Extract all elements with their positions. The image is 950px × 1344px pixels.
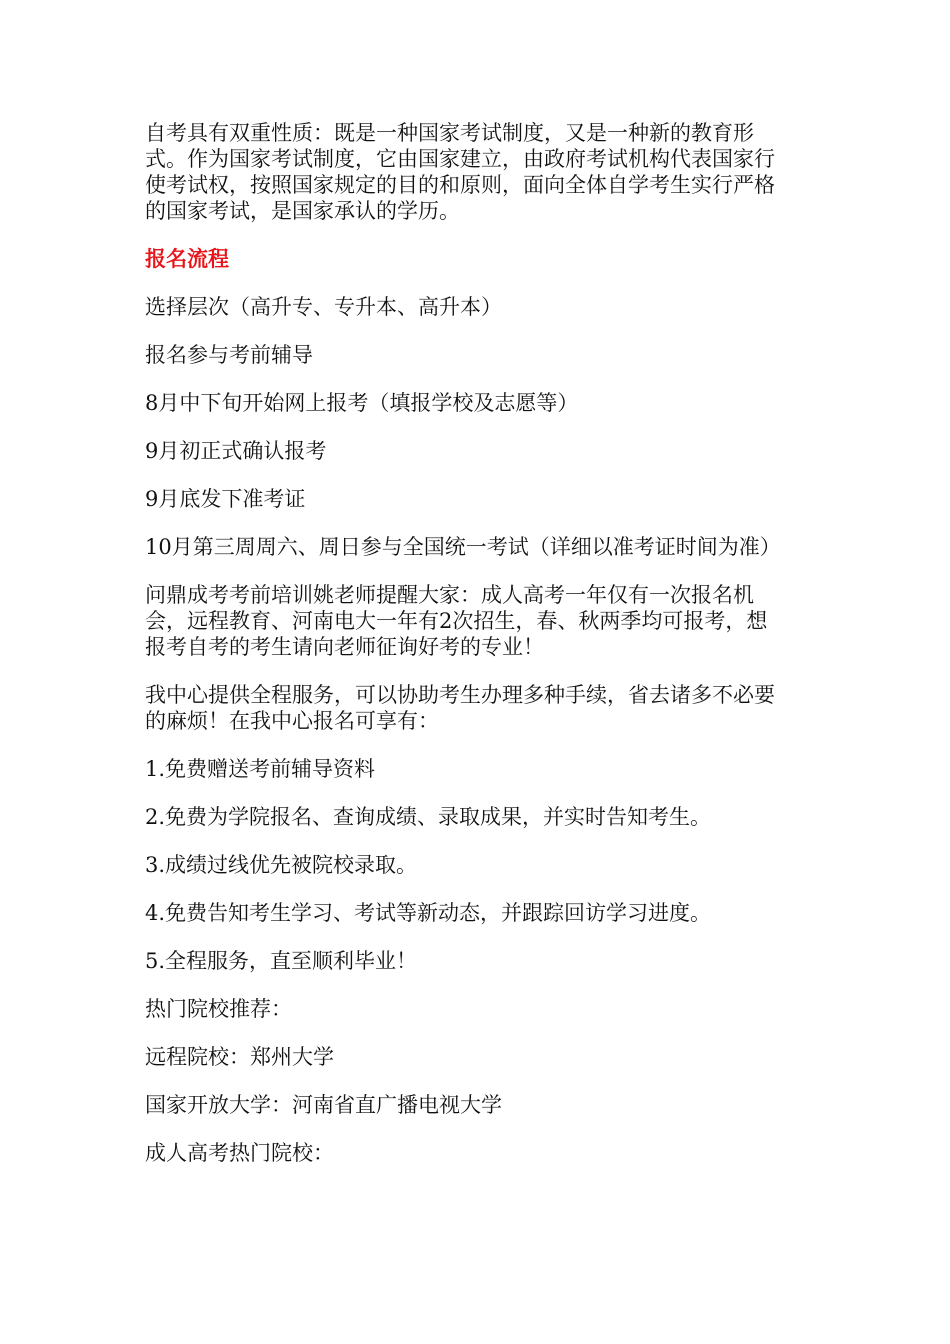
benefit-item: 4.免费告知考生学习、考试等新动态，并跟踪回访学习进度。 [145, 901, 712, 925]
benefit-item: 1.免费赠送考前辅导资料 [145, 757, 376, 781]
intro-paragraph: 自考具有双重性质：既是一种国家考试制度，又是一种新的教育形式。作为国家考试制度，它由国家建立，由政府考试机构代表国家行使考试权，按照国家规定的目的和原则，面向全体自学考生实行严格的国家考试，是国家承认的学历。 [145, 121, 775, 223]
step-item: 8月中下旬开始网上报考（填报学校及志愿等） [145, 391, 579, 415]
schools-heading: 热门院校推荐： [145, 997, 292, 1021]
benefit-item: 3.成绩过线优先被院校录取。 [145, 853, 418, 877]
step-item: 选择层次（高升专、专升本、高升本） [145, 295, 502, 319]
service-intro-paragraph: 我中心提供全程服务，可以协助考生办理多种手续，省去诸多不必要的麻烦！在我中心报名可享有： [145, 683, 775, 733]
benefit-item: 5.全程服务，直至顺利毕业！ [145, 949, 418, 973]
step-item: 9月底发下准考证 [145, 487, 306, 511]
document-body [145, 120, 785, 1188]
school-item: 远程院校：郑州大学 [145, 1045, 334, 1069]
step-item: 报名参与考前辅导 [145, 343, 313, 367]
school-item: 国家开放大学：河南省直广播电视大学 [145, 1093, 502, 1117]
school-item: 成人高考热门院校： [145, 1141, 334, 1165]
step-item: 9月初正式确认报考 [145, 439, 327, 463]
reminder-paragraph: 问鼎成考考前培训姚老师提醒大家：成人高考一年仅有一次报名机会，远程教育、河南电大一年有2次招生，春、秋两季均可报考，想报考自考的考生请向老师征询好考的专业！ [145, 583, 768, 659]
section-heading: 报名流程 [145, 246, 229, 271]
step-item: 10月第三周周六、周日参与全国统一考试（详细以准考证时间为准） [145, 535, 781, 559]
benefit-item: 2.免费为学院报名、查询成绩、录取成果，并实时告知考生。 [145, 805, 712, 829]
